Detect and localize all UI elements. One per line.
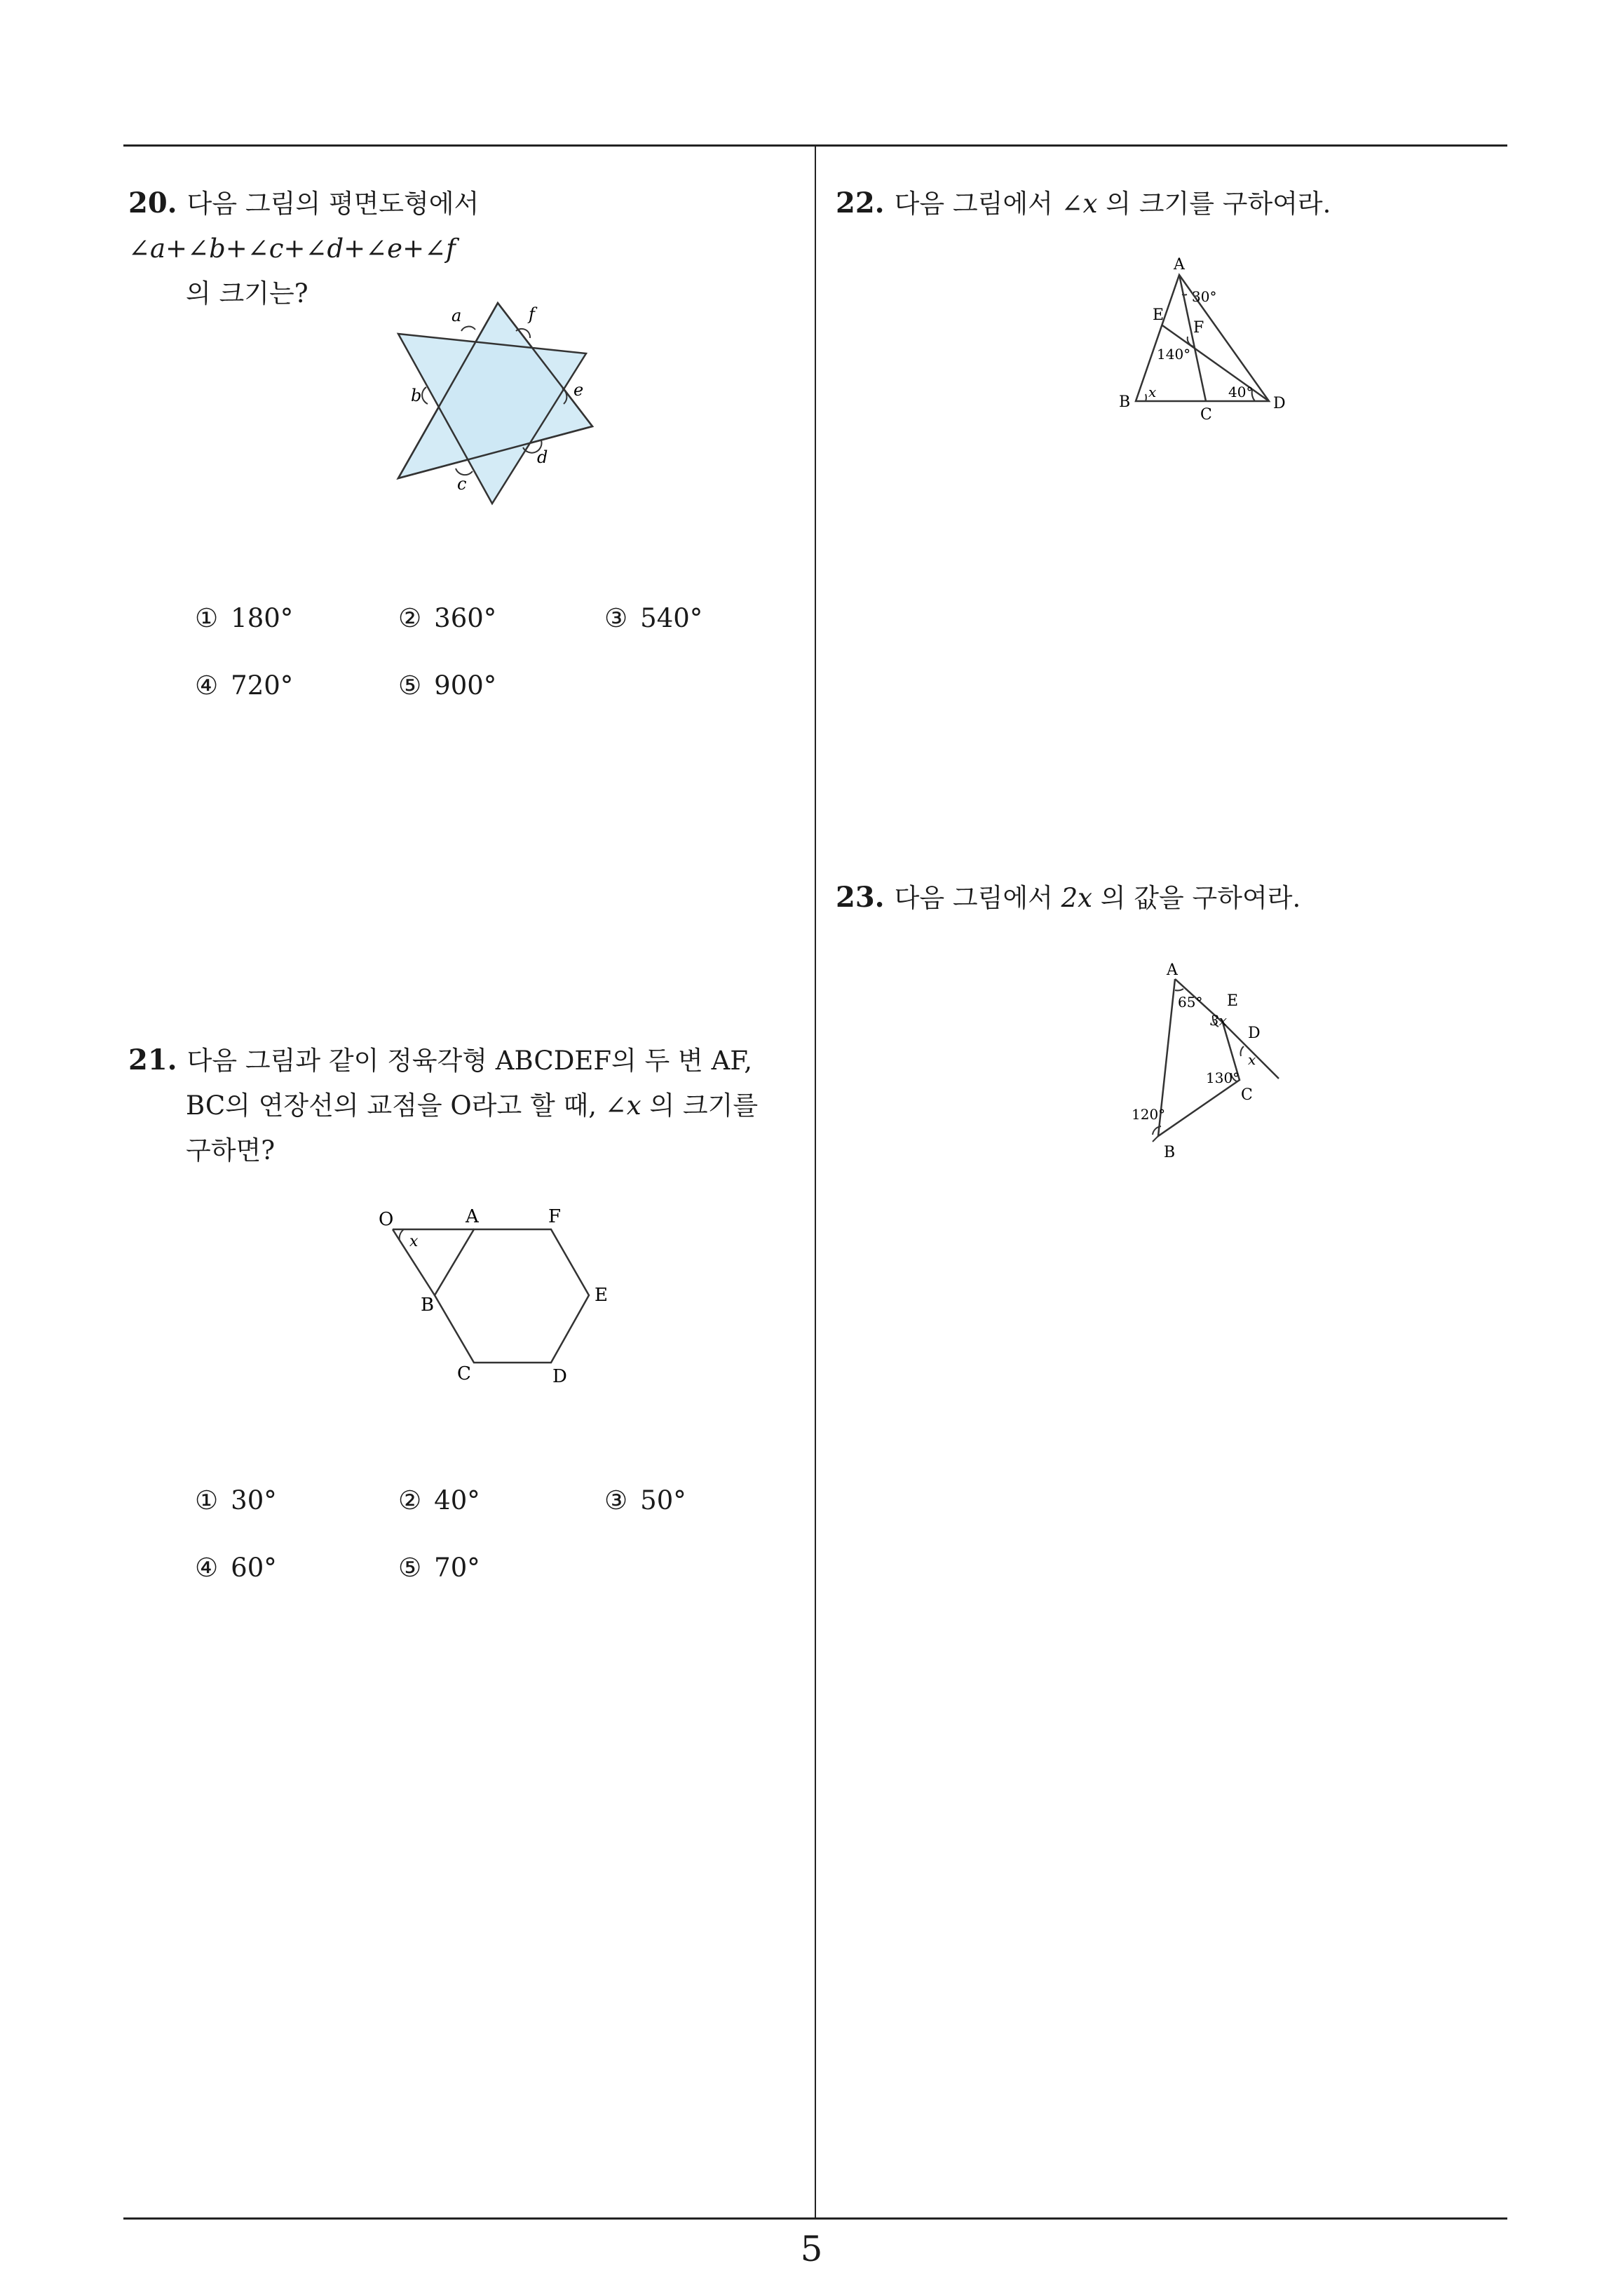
label-O: O	[379, 1209, 394, 1230]
q20-option-3[interactable]: ③ 540°	[604, 603, 703, 633]
question-23: 23. 다음 그림에서 2x 의 값을 구하여라.	[836, 881, 1301, 914]
label-d: d	[537, 447, 548, 467]
question-text-cont: 의 크기는?	[186, 278, 308, 309]
question-text-cont-2: 구하면?	[186, 1135, 276, 1166]
q23-polygon-figure	[1122, 955, 1290, 1159]
label-D: D	[1248, 1025, 1261, 1042]
label-A: A	[466, 1206, 479, 1227]
q20-star-figure	[379, 295, 610, 519]
q20-option-5[interactable]: ⑤ 900°	[398, 670, 497, 701]
label-x: x	[409, 1233, 419, 1250]
label-e: e	[573, 380, 584, 400]
label-E: E	[1227, 992, 1239, 1010]
bottom-rule	[123, 2217, 1507, 2220]
q20-option-2[interactable]: ② 360°	[398, 603, 497, 633]
label-130: 130°	[1206, 1069, 1240, 1086]
label-C: C	[457, 1363, 471, 1384]
value-expression: 2x	[1061, 883, 1092, 913]
label-E: E	[1153, 306, 1164, 324]
label-A: A	[1174, 256, 1185, 274]
question-number: 21.	[128, 1044, 177, 1076]
question-text: 다음 그림에서	[894, 189, 1061, 219]
label-D: D	[552, 1366, 567, 1385]
label-x: x	[1248, 1051, 1256, 1068]
label-c: c	[457, 474, 467, 494]
q20-option-1[interactable]: ① 180°	[195, 603, 294, 633]
label-D: D	[1273, 395, 1286, 412]
label-x: x	[1148, 384, 1157, 400]
label-a: a	[451, 306, 462, 325]
question-number: 22.	[836, 187, 885, 220]
label-F: F	[1193, 319, 1204, 337]
q21-option-5[interactable]: ⑤ 70°	[398, 1553, 480, 1583]
label-B: B	[421, 1295, 435, 1316]
q21-option-3[interactable]: ③ 50°	[604, 1485, 686, 1515]
label-140: 140°	[1157, 346, 1191, 363]
q21-option-2[interactable]: ② 40°	[398, 1485, 480, 1515]
label-A: A	[1167, 961, 1178, 979]
question-text: 다음 그림과 같이 정육각형 ABCDEF의 두 변 AF,	[186, 1046, 752, 1076]
label-120: 120°	[1132, 1106, 1166, 1123]
question-text-cont: BC의 연장선의 교점을 O라고 할 때, ∠x 의 크기를	[186, 1090, 759, 1121]
question-text: 다음 그림의 평면도형에서	[186, 189, 480, 219]
question-number: 20.	[128, 187, 177, 220]
q21-option-1[interactable]: ① 30°	[195, 1485, 277, 1515]
q22-triangle-figure	[1115, 254, 1304, 429]
question-22: 22. 다음 그림에서 ∠x 의 크기를 구하여라.	[836, 187, 1331, 220]
label-3x: 3x	[1210, 1012, 1228, 1029]
label-C: C	[1241, 1086, 1253, 1104]
label-65: 65°	[1178, 994, 1203, 1011]
question-number: 23.	[836, 881, 885, 914]
label-B: B	[1164, 1144, 1176, 1159]
page-number: 5	[800, 2229, 823, 2269]
question-text: 다음 그림에서	[894, 883, 1061, 913]
q20-option-4[interactable]: ④ 720°	[195, 670, 294, 701]
label-E: E	[595, 1285, 608, 1306]
question-21	[128, 1038, 808, 1173]
angle-expression: ∠a+∠b+∠c+∠d+∠e+∠f	[128, 234, 456, 264]
q21-option-4[interactable]: ④ 60°	[195, 1553, 277, 1583]
hexagon	[435, 1229, 589, 1363]
q21-hexagon-figure	[372, 1203, 624, 1385]
column-divider	[815, 145, 816, 2218]
angle-expression: ∠x	[1061, 189, 1098, 219]
label-B: B	[1119, 393, 1131, 411]
label-C: C	[1200, 406, 1212, 424]
label-f: f	[529, 304, 535, 324]
label-30: 30°	[1192, 288, 1217, 305]
label-40: 40°	[1228, 384, 1254, 400]
label-F: F	[548, 1206, 562, 1227]
label-b: b	[411, 386, 422, 405]
